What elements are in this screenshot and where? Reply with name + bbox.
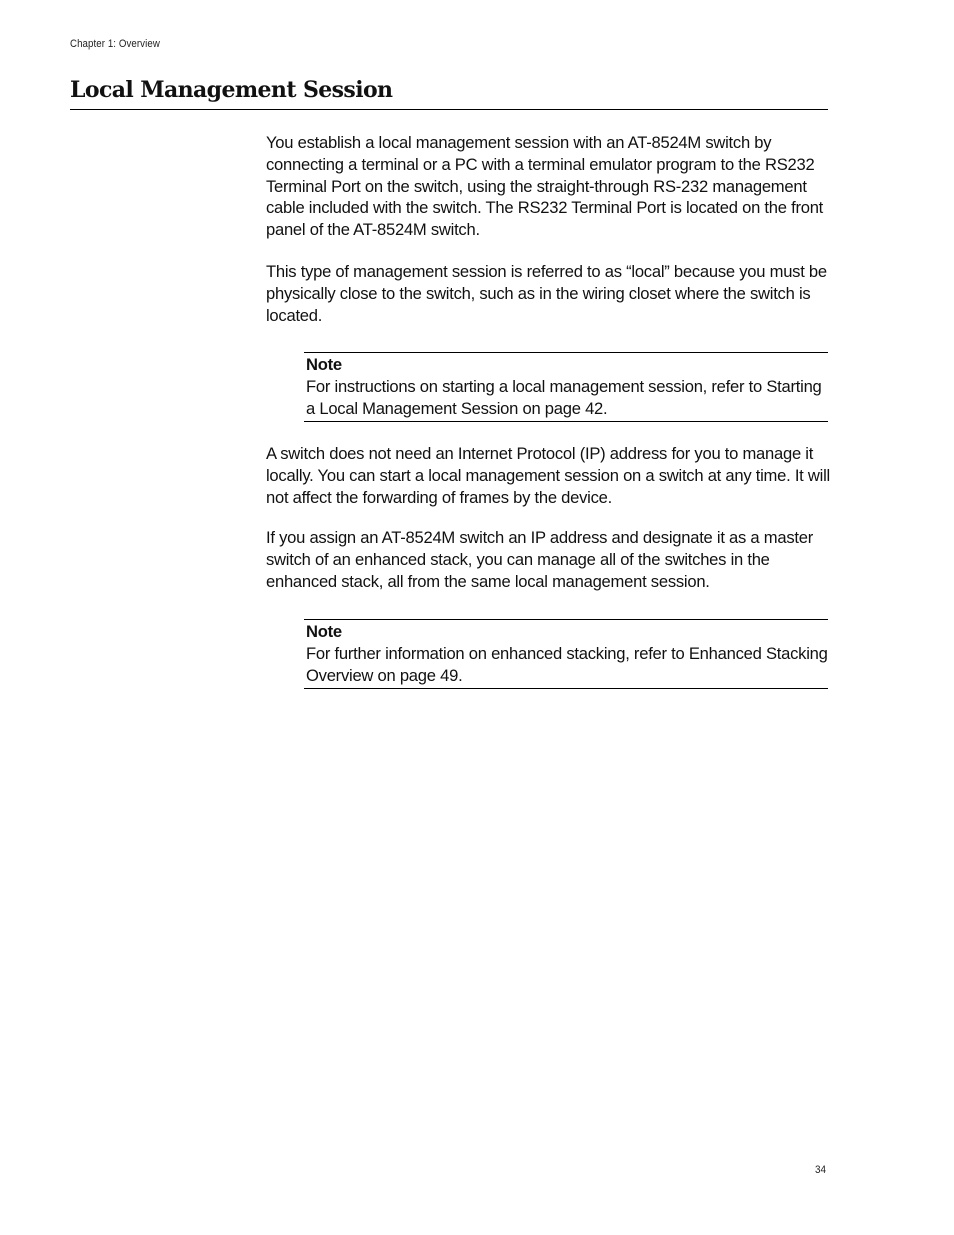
note-text: For instructions on starting a local management session, refer to Starting a Local Management Session on page 42.: [306, 376, 822, 418]
title-rule: [70, 109, 828, 110]
running-header: Chapter 1: Overview: [70, 38, 160, 50]
section-title: Local Management Session: [70, 77, 393, 103]
paragraph-ip-address: A switch does not need an Internet Protocol (IP) address for you to manage it locally. You can start a local management session on a switch at any time. It will not affect the forwarding of frames by the device.: [266, 444, 830, 507]
note-label: Note: [306, 622, 342, 641]
note-text: For further information on enhanced stacking, refer to Enhanced Stacking Overview on page 49.: [306, 643, 828, 685]
page-number: 34: [815, 1164, 827, 1176]
note-box-starting-session: [304, 352, 828, 422]
paragraph-enhanced-stack: If you assign an AT-8524M switch an IP address and designate it as a master switch of an enhanced stack, you can manage all of the switches in the enhanced stack, all from the same local management session.: [266, 528, 813, 591]
paragraph-local-session-intro: You establish a local management session with an AT-8524M switch by connecting a terminal or a PC with a terminal emulator program to the RS232 Terminal Port on the switch, using the straight-through RS-232 management cable included with the switch. The RS232 Terminal Port is located on the front panel of the AT-8524M switch.: [266, 133, 824, 240]
note-label: Note: [306, 355, 342, 374]
note-box-enhanced-stacking: [304, 619, 828, 689]
paragraph-local-definition: This type of management session is referred to as “local” because you must be physically close to the switch, such as in the wiring closet where the switch is located.: [266, 262, 827, 325]
